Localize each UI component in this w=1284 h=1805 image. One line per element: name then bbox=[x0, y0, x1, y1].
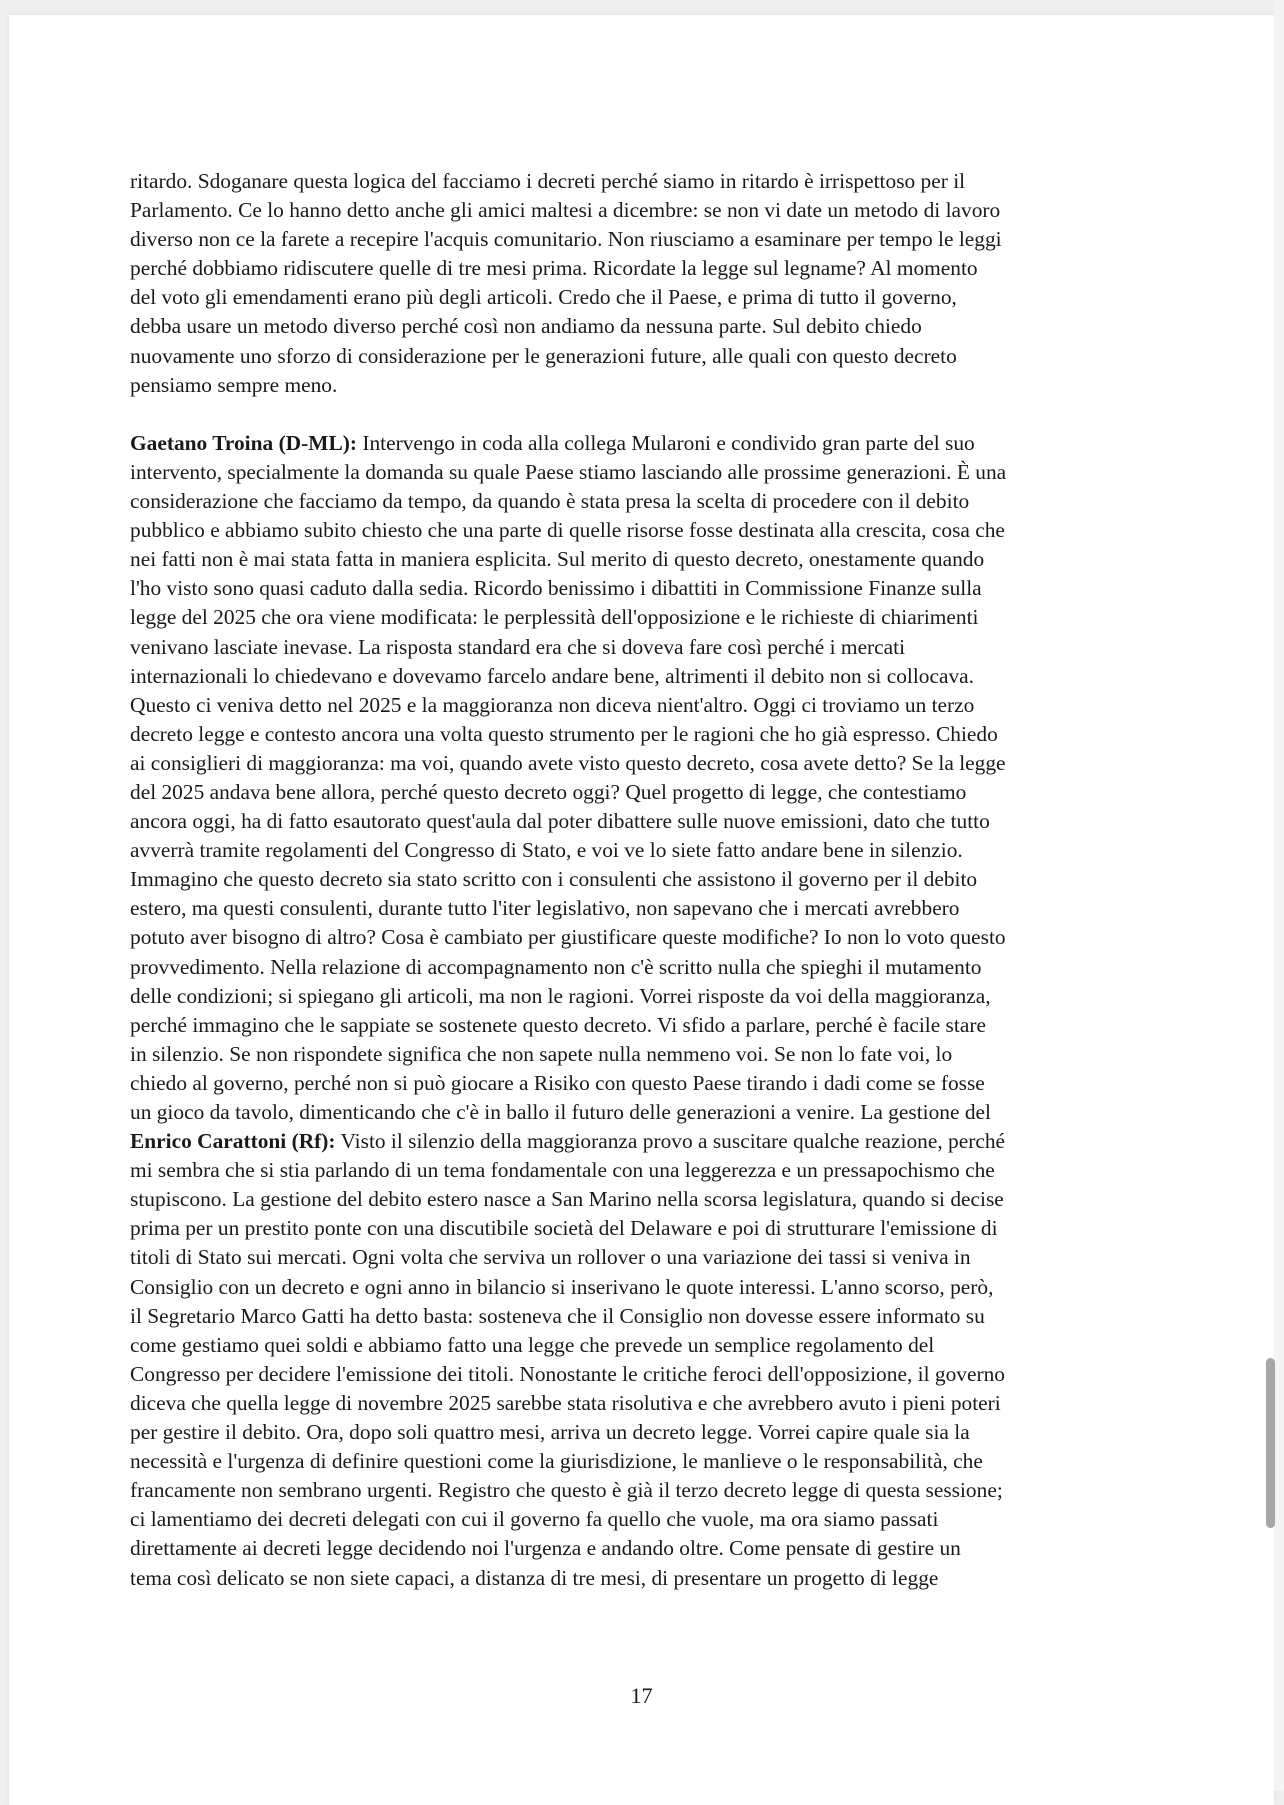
text-line: stupiscono. La gestione del debito estero nasce a San Marino nella scorsa legislatura, quando si decise bbox=[130, 1187, 1004, 1212]
paragraph-troina bbox=[130, 429, 1170, 1127]
text-line: il Segretario Marco Gatti ha detto basta: sosteneva che il Consiglio non dovesse essere informato su bbox=[130, 1303, 985, 1328]
text-line: diceva che quella legge di novembre 2025 sarebbe stata risolutiva e che avrebbero avuto i pieni poteri bbox=[130, 1390, 1001, 1415]
text-line: prima per un prestito ponte con una discutibile società del Delaware e poi di strutturare l'emissione di bbox=[130, 1216, 998, 1241]
text-line: legge del 2025 che ora viene modificata: le perplessità dell'opposizione e le richieste di chiarimenti bbox=[130, 605, 979, 630]
paragraph-continuation bbox=[130, 167, 1170, 400]
paragraph-spacer bbox=[130, 400, 1170, 429]
text-line: ancora oggi, ha di fatto esautorato quest'aula dal poter dibattere sulle nuove emissioni, dato che tutto bbox=[130, 809, 990, 834]
text-line: del voto gli emendamenti erano più degli articoli. Credo che il Paese, e prima di tutto il governo, bbox=[130, 285, 957, 310]
text-line: estero, ma questi consulenti, durante tutto l'iter legislativo, non sapevano che i mercati avrebbero bbox=[130, 896, 960, 921]
text-line: Parlamento. Ce lo hanno detto anche gli amici maltesi a dicembre: se non vi date un metodo di lavoro bbox=[130, 198, 1001, 223]
text-line bbox=[130, 429, 1170, 458]
text-line: un gioco da tavolo, dimenticando che c'è in ballo il futuro delle generazioni a venire. La gestione del bbox=[130, 1100, 991, 1124]
paragraph-carattoni bbox=[130, 1127, 1170, 1593]
text-line: potuto aver bisogno di altro? Cosa è cambiato per giustificare queste modifiche? Io non lo voto questo bbox=[130, 925, 1006, 950]
text-line: per gestire il debito. Ora, dopo soli quattro mesi, arriva un decreto legge. Vorrei capire quale sia la bbox=[130, 1420, 970, 1445]
text-line: provvedimento. Nella relazione di accompagnamento non c'è scritto nulla che spieghi il mutamento bbox=[130, 954, 982, 979]
text-line: chiedo al governo, perché non si può giocare a Risiko con questo Paese tirando i dadi come se fosse bbox=[130, 1070, 985, 1095]
text-line: Consiglio con un decreto e ogni anno in bilancio si inserivano le quote interessi. L'anno scorso, però, bbox=[130, 1274, 994, 1299]
text-line: tema così delicato se non siete capaci, a distanza di tre mesi, di presentare un progetto di legge bbox=[130, 1565, 939, 1590]
text-line: avverrà tramite regolamenti del Congresso di Stato, e voi ve lo siete fatto andare bene in silenzio. bbox=[130, 838, 963, 863]
text-line bbox=[130, 1127, 1170, 1156]
text-line: del 2025 andava bene allora, perché questo decreto oggi? Quel progetto di legge, che contestiamo bbox=[130, 779, 967, 804]
text-line: in silenzio. Se non rispondete significa che non sapete nulla nemmeno voi. Se non lo fate voi, lo bbox=[130, 1041, 953, 1066]
text-line: delle condizioni; si spiegano gli articoli, ma non le ragioni. Vorrei risposte da voi della maggioranza, bbox=[130, 983, 991, 1008]
text-line: titoli di Stato sui mercati. Ogni volta che serviva un rollover o una variazione dei tassi si veniva in bbox=[130, 1245, 971, 1270]
text-line: debba usare un metodo diverso perché così non andiamo da nessuna parte. Sul debito chiedo bbox=[130, 314, 922, 339]
scrollbar-thumb[interactable] bbox=[1266, 1358, 1275, 1528]
text-line: perché immagino che le sappiate se sostenete questo decreto. Vi sfido a parlare, perché è facile stare bbox=[130, 1012, 986, 1037]
text-line: come gestiamo quei soldi e abbiamo fatto una legge che prevede un semplice regolamento del bbox=[130, 1332, 935, 1357]
text-line: venivano lasciate inevase. La risposta standard era che si doveva fare così perché i mercati bbox=[130, 634, 906, 659]
text-line: l'ho visto sono quasi caduto dalla sedia. Ricordo benissimo i dibattiti in Commissione Finanze sulla bbox=[130, 576, 982, 601]
text-line: nei fatti non è mai stata fatta in maniera esplicita. Sul merito di questo decreto, onestamente quando bbox=[130, 547, 985, 572]
text-line: Questo ci veniva detto nel 2025 e la maggioranza non diceva nient'altro. Oggi ci troviamo un terzo bbox=[130, 692, 975, 717]
text-line: perché dobbiamo ridiscutere quelle di tre mesi prima. Ricordate la legge sul legname? Al momento bbox=[130, 256, 978, 281]
text-line-rest: Intervengo in coda alla collega Mularoni e condivido gran parte del suo bbox=[356, 430, 975, 455]
text-line: decreto legge e contesto ancora una volta questo strumento per le ragioni che ho già espresso. Chiedo bbox=[130, 721, 998, 746]
text-line: ci lamentiamo dei decreti delegati con cui il governo fa quello che vuole, ma ora siamo passati bbox=[130, 1507, 939, 1532]
text-line: considerazione che facciamo da tempo, da quando è stata presa la scelta di procedere con il debito bbox=[130, 489, 970, 514]
document-page bbox=[9, 15, 1274, 1805]
text-line-rest: Visto il silenzio della maggioranza provo a suscitare qualche reazione, perché bbox=[335, 1129, 1006, 1154]
text-line: Congresso per decidere l'emissione dei titoli. Nonostante le critiche feroci dell'opposizione, il governo bbox=[130, 1361, 1005, 1386]
text-line: necessità e l'urgenza di definire questioni come la giurisdizione, le manlieve o le responsabilità, che bbox=[130, 1449, 983, 1474]
text-line: direttamente ai decreti legge decidendo noi l'urgenza e andando oltre. Come pensate di gestire un bbox=[130, 1536, 961, 1561]
text-line: internazionali lo chiedevano e dovevamo farcelo andare bene, altrimenti il debito non si collocava. bbox=[130, 663, 975, 688]
scrollbar-track[interactable] bbox=[1274, 0, 1284, 1791]
text-line: intervento, specialmente la domanda su quale Paese stiamo lasciando alle prossime generazioni. È una bbox=[130, 459, 1007, 484]
page-number: 17 bbox=[630, 1683, 653, 1708]
text-line: pubblico e abbiamo subito chiesto che una parte di quelle risorse fosse destinata alla crescita, cosa che bbox=[130, 518, 1005, 543]
document-body bbox=[130, 167, 1170, 1593]
text-line: francamente non sembrano urgenti. Registro che questo è già il terzo decreto legge di questa sessione; bbox=[130, 1478, 1003, 1503]
text-line: pensiamo sempre meno. bbox=[130, 372, 338, 397]
text-line: ai consiglieri di maggioranza: ma voi, quando avete visto questo decreto, cosa avete detto? Se la legge bbox=[130, 750, 1006, 775]
text-line: nuovamente uno sforzo di considerazione per le generazioni future, alle quali con questo decreto bbox=[130, 343, 957, 368]
text-line: diverso non ce la farete a recepire l'acquis comunitario. Non riusciamo a esaminare per tempo le leggi bbox=[130, 227, 1002, 252]
text-line: ritardo. Sdoganare questa logica del facciamo i decreti perché siamo in ritardo è irrispettoso per il bbox=[130, 169, 966, 193]
text-line: Immagino che questo decreto sia stato scritto con i consulenti che assistono il governo per il debito bbox=[130, 867, 978, 892]
text-line: mi sembra che si stia parlando di un tema fondamentale con una leggerezza e un pressapochismo che bbox=[130, 1158, 995, 1183]
speaker-name: Enrico Carattoni (Rf): bbox=[130, 1129, 336, 1154]
speaker-name: Gaetano Troina (D-ML): bbox=[130, 430, 357, 455]
